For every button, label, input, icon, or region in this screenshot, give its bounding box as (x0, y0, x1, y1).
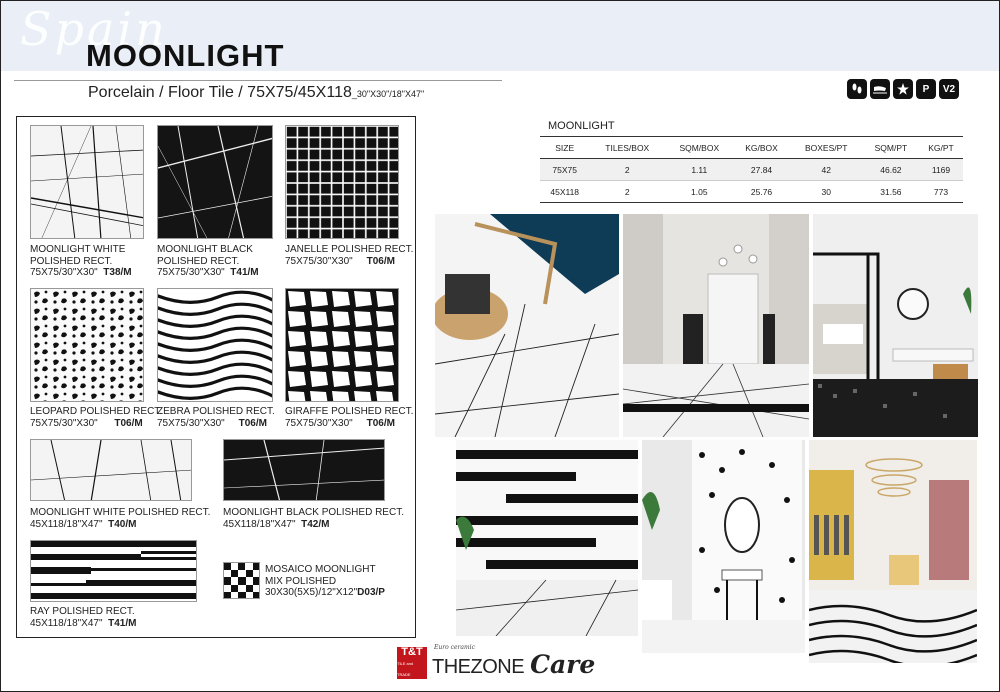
cell: 46.62 (863, 159, 919, 181)
caption-leopard (30, 406, 162, 429)
title-divider (14, 80, 502, 81)
room-photo-6 (809, 440, 977, 663)
caption-size: 45X118/18"X47" (223, 518, 296, 530)
caption-moonlight-black-long (223, 507, 404, 530)
room-photo-2 (623, 214, 809, 437)
tt-logo-icon (397, 647, 427, 679)
v2-label: V2 (942, 83, 956, 95)
caption-code: T06/M (366, 417, 395, 429)
caption-line2: MIX POLISHED (265, 575, 337, 587)
caption-size: 75X75/30"X30" (30, 417, 98, 429)
p-icon (916, 79, 936, 99)
watermark-text: Spain (20, 2, 168, 56)
swatch-moonlight-white-long (30, 439, 192, 501)
cell: 1.11 (665, 159, 733, 181)
cell: 773 (919, 181, 963, 203)
col-kg-pt: KG/PT (919, 137, 963, 159)
spec-title: MOONLIGHT (548, 120, 615, 132)
swatch-moonlight-black (157, 125, 273, 239)
cell: 1169 (919, 159, 963, 181)
caption-size: 75X75/30"X30" (30, 267, 98, 278)
cell: 75X75 (540, 159, 589, 181)
caption-mosaico (265, 564, 385, 599)
caption-code: T06/M (366, 255, 395, 267)
slip-icon (870, 79, 890, 99)
cell: 45X118 (540, 181, 589, 203)
room-photo-4 (456, 440, 638, 636)
page-subtitle (88, 84, 424, 102)
swatch-moonlight-black-long (223, 439, 385, 501)
caption-size: 75X75/30"X30" (157, 417, 225, 429)
cell: 1.05 (665, 181, 733, 203)
caption-size-row (285, 256, 413, 268)
swatch-leopard (30, 288, 144, 402)
caption-code: T38/M (103, 267, 132, 278)
col-size: SIZE (540, 137, 589, 159)
tt-logo-sub: TILE and TRADE (397, 660, 414, 677)
cell: 31.56 (863, 181, 919, 203)
caption-size: 75X75/30"X30" (285, 255, 353, 267)
room-photo-5 (642, 440, 805, 653)
caption-janelle (285, 244, 413, 267)
col-sqm-box: SQM/BOX (665, 137, 733, 159)
swatch-zebra (157, 288, 273, 402)
spec-header-row (540, 137, 963, 159)
p-label: P (922, 83, 930, 95)
caption-line1: MOONLIGHT WHITE (30, 244, 126, 255)
footer-logo (397, 644, 596, 679)
caption-zebra (157, 406, 275, 429)
caption-moonlight-black (157, 244, 259, 279)
swatch-mosaico (223, 562, 260, 599)
caption-moonlight-white-long (30, 507, 210, 530)
swatch-janelle (285, 125, 399, 239)
caption-size: 75X75/30"X30" (285, 417, 353, 429)
spec-table (540, 136, 963, 203)
cell: 30 (790, 181, 863, 203)
footprints-icon (847, 79, 867, 99)
subtitle-main: Porcelain / Floor Tile / 75X75/45X118 (88, 84, 352, 101)
caption-size-row (30, 267, 132, 279)
room-photo-1 (435, 214, 619, 437)
caption-size-row (30, 418, 162, 430)
swatch-ray (30, 540, 197, 602)
cell: 2 (589, 159, 665, 181)
caption-size: 30X30(5X5)/12"X12" (265, 587, 358, 598)
col-kg-box: KG/BOX (733, 137, 789, 159)
caption-line1: GIRAFFE POLISHED RECT. (285, 406, 414, 417)
col-boxes-pt: BOXES/PT (790, 137, 863, 159)
cell: 2 (589, 181, 665, 203)
swatch-moonlight-white (30, 125, 144, 239)
spec-table-block (540, 120, 963, 203)
caption-ray (30, 606, 136, 629)
caption-code: D03/P (357, 587, 385, 598)
star-icon (893, 79, 913, 99)
caption-size: 45X118/18"X47" (30, 617, 103, 629)
caption-line1: JANELLE POLISHED RECT. (285, 244, 414, 255)
caption-size: 45X118/18"X47" (30, 518, 103, 530)
tt-logo-text: T&T (401, 645, 423, 658)
room-photo-3 (813, 214, 978, 437)
caption-line2: POLISHED RECT. (30, 255, 113, 267)
tile-panel (16, 116, 416, 638)
caption-moonlight-white (30, 244, 132, 279)
caption-line1: MOONLIGHT BLACK (157, 244, 253, 255)
caption-line1: ZEBRA POLISHED RECT. (157, 406, 275, 417)
brand-zone: THEZONE (432, 656, 525, 678)
v2-icon (939, 79, 959, 99)
caption-giraffe (285, 406, 413, 429)
caption-size-row (30, 618, 136, 630)
caption-line1: LEOPARD POLISHED RECT. (30, 406, 163, 417)
swatch-giraffe (285, 288, 399, 402)
col-tiles-box: TILES/BOX (589, 137, 665, 159)
caption-code: T40/M (108, 518, 137, 530)
table-row (540, 181, 963, 203)
brand-euro: Euro ceramic (434, 644, 475, 651)
page-title: MOONLIGHT (86, 38, 285, 73)
feature-badges (847, 79, 959, 99)
caption-code: T06/M (114, 417, 143, 429)
cell: 42 (790, 159, 863, 181)
caption-size-row (223, 519, 404, 531)
caption-line1: RAY POLISHED RECT. (30, 606, 135, 617)
caption-size: 75X75/30"X30" (157, 267, 225, 278)
cell: 27.84 (733, 159, 789, 181)
caption-size-row (285, 418, 413, 430)
table-row (540, 159, 963, 181)
caption-code: T42/M (301, 518, 330, 530)
caption-size-row (265, 587, 385, 599)
caption-line1: MOONLIGHT BLACK POLISHED RECT. (223, 507, 404, 518)
brand-care: Care (530, 650, 596, 679)
caption-size-row (157, 267, 259, 279)
caption-size-row (157, 418, 275, 430)
cell: 25.76 (733, 181, 789, 203)
caption-line1: MOSAICO MOONLIGHT (265, 564, 376, 575)
caption-code: T41/M (230, 267, 259, 278)
caption-size-row (30, 519, 210, 531)
caption-code: T06/M (238, 417, 267, 429)
brand-wordmark (432, 644, 596, 679)
caption-line2: POLISHED RECT. (157, 255, 240, 267)
caption-code: T41/M (108, 617, 137, 629)
col-sqm-pt: SQM/PT (863, 137, 919, 159)
subtitle-inches: _30"X30"/18"X47" (351, 89, 425, 99)
caption-line1: MOONLIGHT WHITE POLISHED RECT. (30, 507, 211, 518)
